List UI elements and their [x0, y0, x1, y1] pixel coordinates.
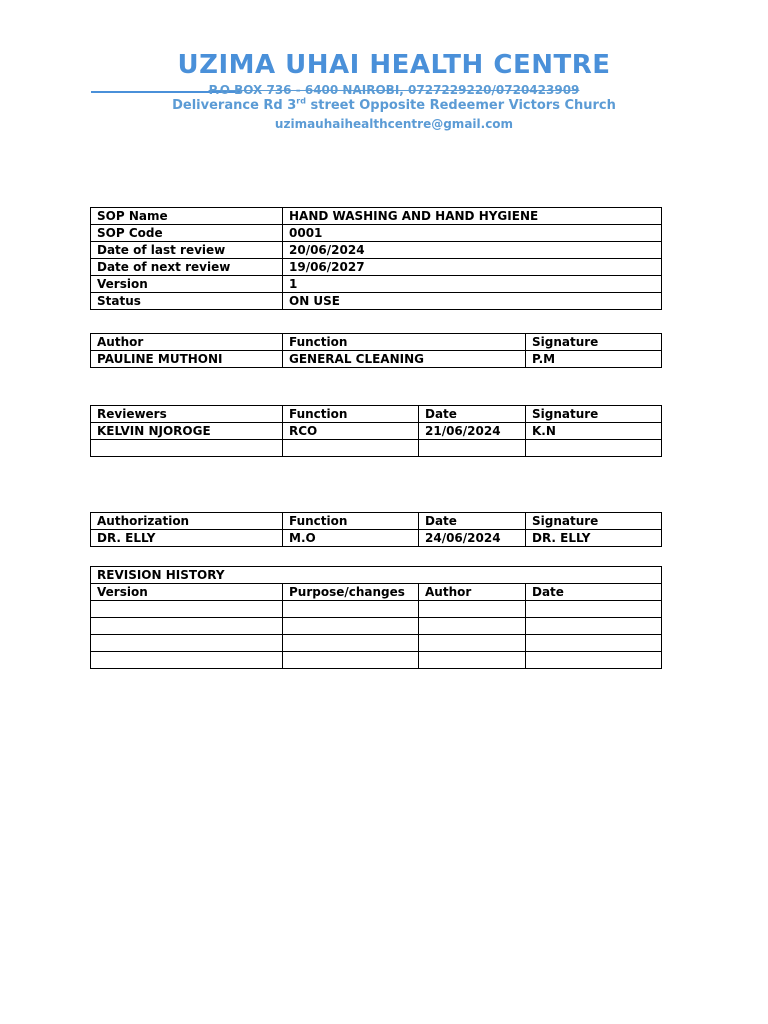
sop-label: SOP Code	[91, 225, 283, 242]
street-superscript: rd	[296, 96, 306, 106]
sop-info-table	[90, 207, 662, 310]
authorizer-date: 24/06/2024	[419, 530, 526, 547]
authorization-table	[90, 512, 662, 547]
empty-cell	[419, 618, 526, 635]
revision-history-table	[90, 566, 662, 669]
empty-cell	[419, 601, 526, 618]
table-row	[91, 423, 662, 440]
column-header: Signature	[526, 406, 662, 423]
table-row	[91, 440, 662, 457]
page-title: UZIMA UHAI HEALTH CENTRE	[177, 50, 611, 80]
sop-label: Status	[91, 293, 283, 310]
empty-cell	[283, 652, 419, 669]
empty-cell	[283, 601, 419, 618]
column-header: Authorization	[91, 513, 283, 530]
street-text-rest: street Opposite Redeemer Victors Church	[305, 98, 616, 113]
sop-label: Version	[91, 276, 283, 293]
table-row	[91, 635, 662, 652]
table-header-row	[91, 513, 662, 530]
column-header: Function	[283, 406, 419, 423]
table-row	[91, 530, 662, 547]
table-row	[91, 225, 662, 242]
empty-cell	[419, 652, 526, 669]
empty-cell	[526, 440, 662, 457]
column-header: Signature	[526, 513, 662, 530]
empty-cell	[91, 601, 283, 618]
empty-cell	[91, 652, 283, 669]
author-signature: P.M	[526, 351, 662, 368]
table-header-row	[91, 334, 662, 351]
reviewer-function: RCO	[283, 423, 419, 440]
table-row	[91, 652, 662, 669]
column-header: Author	[419, 584, 526, 601]
table-header-row	[91, 584, 662, 601]
table-row	[91, 242, 662, 259]
column-header: Purpose/changes	[283, 584, 419, 601]
empty-cell	[419, 440, 526, 457]
table-row	[91, 276, 662, 293]
reviewer-name: KELVIN NJOROGE	[91, 423, 283, 440]
table-row	[91, 351, 662, 368]
header-address: P.O BOX 736 - 6400 NAIROBI, 0727229220/0720423909	[208, 83, 580, 97]
table-row	[91, 208, 662, 225]
author-function: GENERAL CLEANING	[283, 351, 526, 368]
sop-value: HAND WASHING AND HAND HYGIENE	[283, 208, 662, 225]
table-title-row	[91, 567, 662, 584]
authorizer-function: M.O	[283, 530, 419, 547]
empty-cell	[526, 635, 662, 652]
author-name: PAULINE MUTHONI	[91, 351, 283, 368]
sop-value: 20/06/2024	[283, 242, 662, 259]
header-street	[0, 98, 768, 113]
sop-label: SOP Name	[91, 208, 283, 225]
empty-cell	[283, 618, 419, 635]
table-row	[91, 618, 662, 635]
column-header: Reviewers	[91, 406, 283, 423]
street-text: Deliverance Rd 3	[172, 98, 297, 113]
column-header: Function	[283, 513, 419, 530]
header-email: uzimauhaihealthcentre@gmail.com	[274, 117, 514, 131]
table-row	[91, 293, 662, 310]
sop-value: 19/06/2027	[283, 259, 662, 276]
empty-cell	[283, 440, 419, 457]
authorizer-name: DR. ELLY	[91, 530, 283, 547]
reviewer-date: 21/06/2024	[419, 423, 526, 440]
author-table	[90, 333, 662, 368]
empty-cell	[283, 635, 419, 652]
sop-value: ON USE	[283, 293, 662, 310]
column-header: Date	[526, 584, 662, 601]
column-header: Date	[419, 513, 526, 530]
reviewer-signature: K.N	[526, 423, 662, 440]
column-header: Version	[91, 584, 283, 601]
sop-label: Date of last review	[91, 242, 283, 259]
column-header: Signature	[526, 334, 662, 351]
empty-cell	[91, 635, 283, 652]
empty-cell	[526, 652, 662, 669]
table-row	[91, 601, 662, 618]
column-header: Author	[91, 334, 283, 351]
authorizer-signature: DR. ELLY	[526, 530, 662, 547]
table-header-row	[91, 406, 662, 423]
reviewers-table	[90, 405, 662, 457]
empty-cell	[526, 601, 662, 618]
empty-cell	[419, 635, 526, 652]
revision-history-title: REVISION HISTORY	[91, 567, 662, 584]
empty-cell	[526, 618, 662, 635]
column-header: Date	[419, 406, 526, 423]
sop-value: 0001	[283, 225, 662, 242]
empty-cell	[91, 618, 283, 635]
sop-value: 1	[283, 276, 662, 293]
sop-label: Date of next review	[91, 259, 283, 276]
empty-cell	[91, 440, 283, 457]
column-header: Function	[283, 334, 526, 351]
table-row	[91, 259, 662, 276]
